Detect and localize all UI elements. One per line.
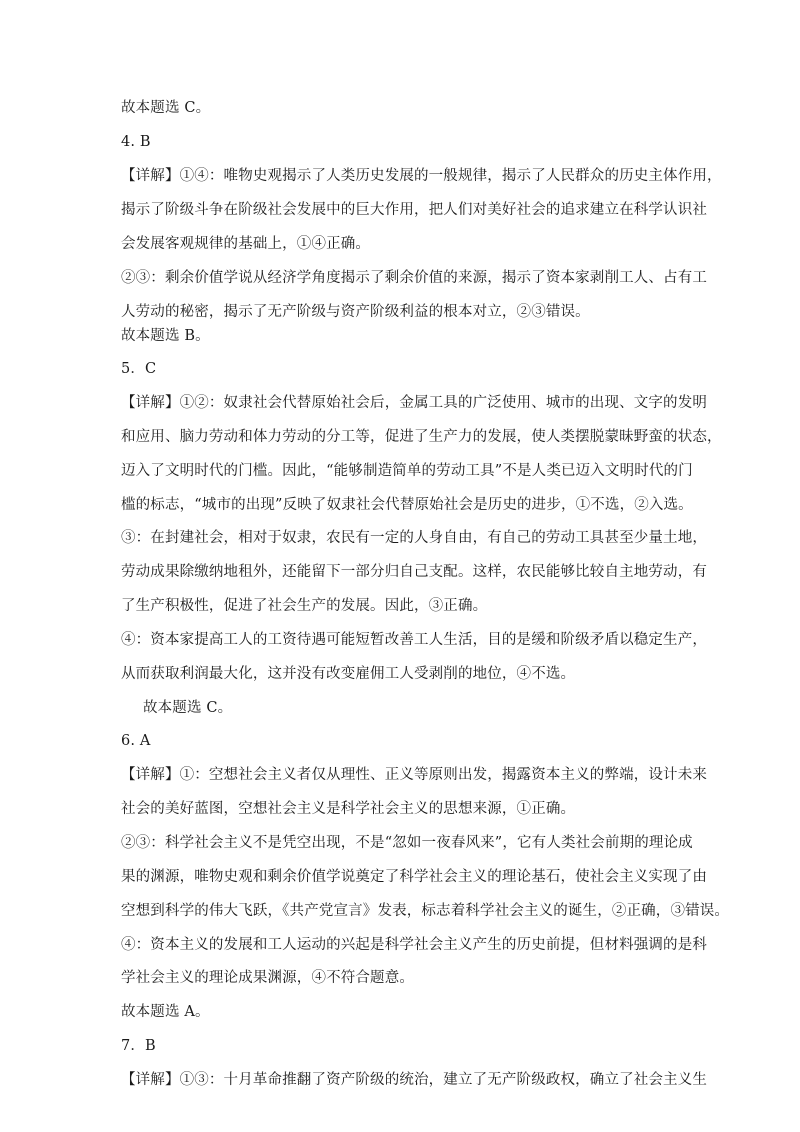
text-line: 揭示了阶级斗争在阶级社会发展中的巨大作用，把人们对美好社会的追求建立在科学认识社 (121, 202, 707, 218)
text-line: 社会的美好蓝图，空想社会主义是科学社会主义的思想来源，①正确。 (121, 801, 576, 817)
text-line: 和应用、脑力劳动和体力劳动的分工等，促进了生产力的发展，使人类摆脱蒙昧野蛮的状态， (121, 429, 722, 445)
text-line: 【详解】①③：十月革命推翻了资产阶级的统治，建立了无产阶级政权，确立了社会主义生 (121, 1072, 707, 1088)
text-line: 故本题选 A。 (121, 1004, 210, 1020)
question-number: 7．B (121, 1038, 156, 1054)
question-number: 5．C (121, 361, 157, 377)
text-line: 学社会主义的理论成果渊源，④不符合题意。 (121, 970, 414, 986)
text-line: 故本题选 C。 (143, 700, 233, 716)
text-line: 人劳动的秘密，揭示了无产阶级与资产阶级利益的根本对立，②③错误。 (121, 304, 590, 320)
text-line: 果的渊源，唯物史观和剩余价值学说奠定了科学社会主义的理论基石，使社会主义实现了由 (121, 869, 707, 885)
text-line: 会发展客观规律的基础上，①④正确。 (121, 236, 371, 252)
text-line: ②③：科学社会主义不是凭空出现，不是“忽如一夜春风来”，它有人类社会前期的理论成 (121, 835, 693, 851)
text-line: 【详解】①：空想社会主义者仅从理性、正义等原则出发，揭露资本主义的弊端，设计未来 (121, 767, 707, 783)
text-line: ④：资本主义的发展和工人运动的兴起是科学社会主义产生的历史前提，但材料强调的是科 (121, 937, 707, 953)
text-line: 从而获取利润最大化，这并没有改变雇佣工人受剥削的地位，④不选。 (121, 666, 576, 682)
text-line: 槛的标志，“城市的出现”反映了奴隶社会代替原始社会是历史的进步，①不选，②入选。 (121, 497, 693, 513)
text-line: 空想到科学的伟大飞跃，《共产党宣言》发表，标志着科学社会主义的诞生，②正确，③错误。 (121, 903, 730, 919)
text-line: 【详解】①④：唯物史观揭示了人类历史发展的一般规律，揭示了人民群众的历史主体作用， (121, 168, 722, 184)
text-line: ③：在封建社会，相对于奴隶，农民有一定的人身自由，有自己的劳动工具甚至少量土地， (121, 530, 707, 546)
text-line: 故本题选 B。 (121, 328, 210, 344)
text-line: 故本题选 C。 (121, 100, 211, 116)
text-line: 劳动成果除缴纳地租外，还能留下一部分归自己支配。这样，农民能够比较自主地劳动，有 (121, 564, 707, 580)
text-line: 了生产积极性，促进了社会生产的发展。因此，③正确。 (121, 598, 488, 614)
text-line: 迈入了文明时代的门槛。因此，“能够制造简单的劳动工具”不是人类已迈入文明时代的门 (121, 463, 693, 479)
question-number: 6. A (121, 733, 151, 749)
text-line: 【详解】①②：奴隶社会代替原始社会后，金属工具的广泛使用、城市的出现、文字的发明 (121, 395, 707, 411)
text-line: ④：资本家提高工人的工资待遇可能短暂改善工人生活，目的是缓和阶级矛盾以稳定生产， (121, 632, 707, 648)
question-number: 4. B (121, 134, 151, 150)
text-line: ②③：剩余价值学说从经济学角度揭示了剩余价值的来源，揭示了资本家剥削工人、占有工 (121, 270, 707, 286)
